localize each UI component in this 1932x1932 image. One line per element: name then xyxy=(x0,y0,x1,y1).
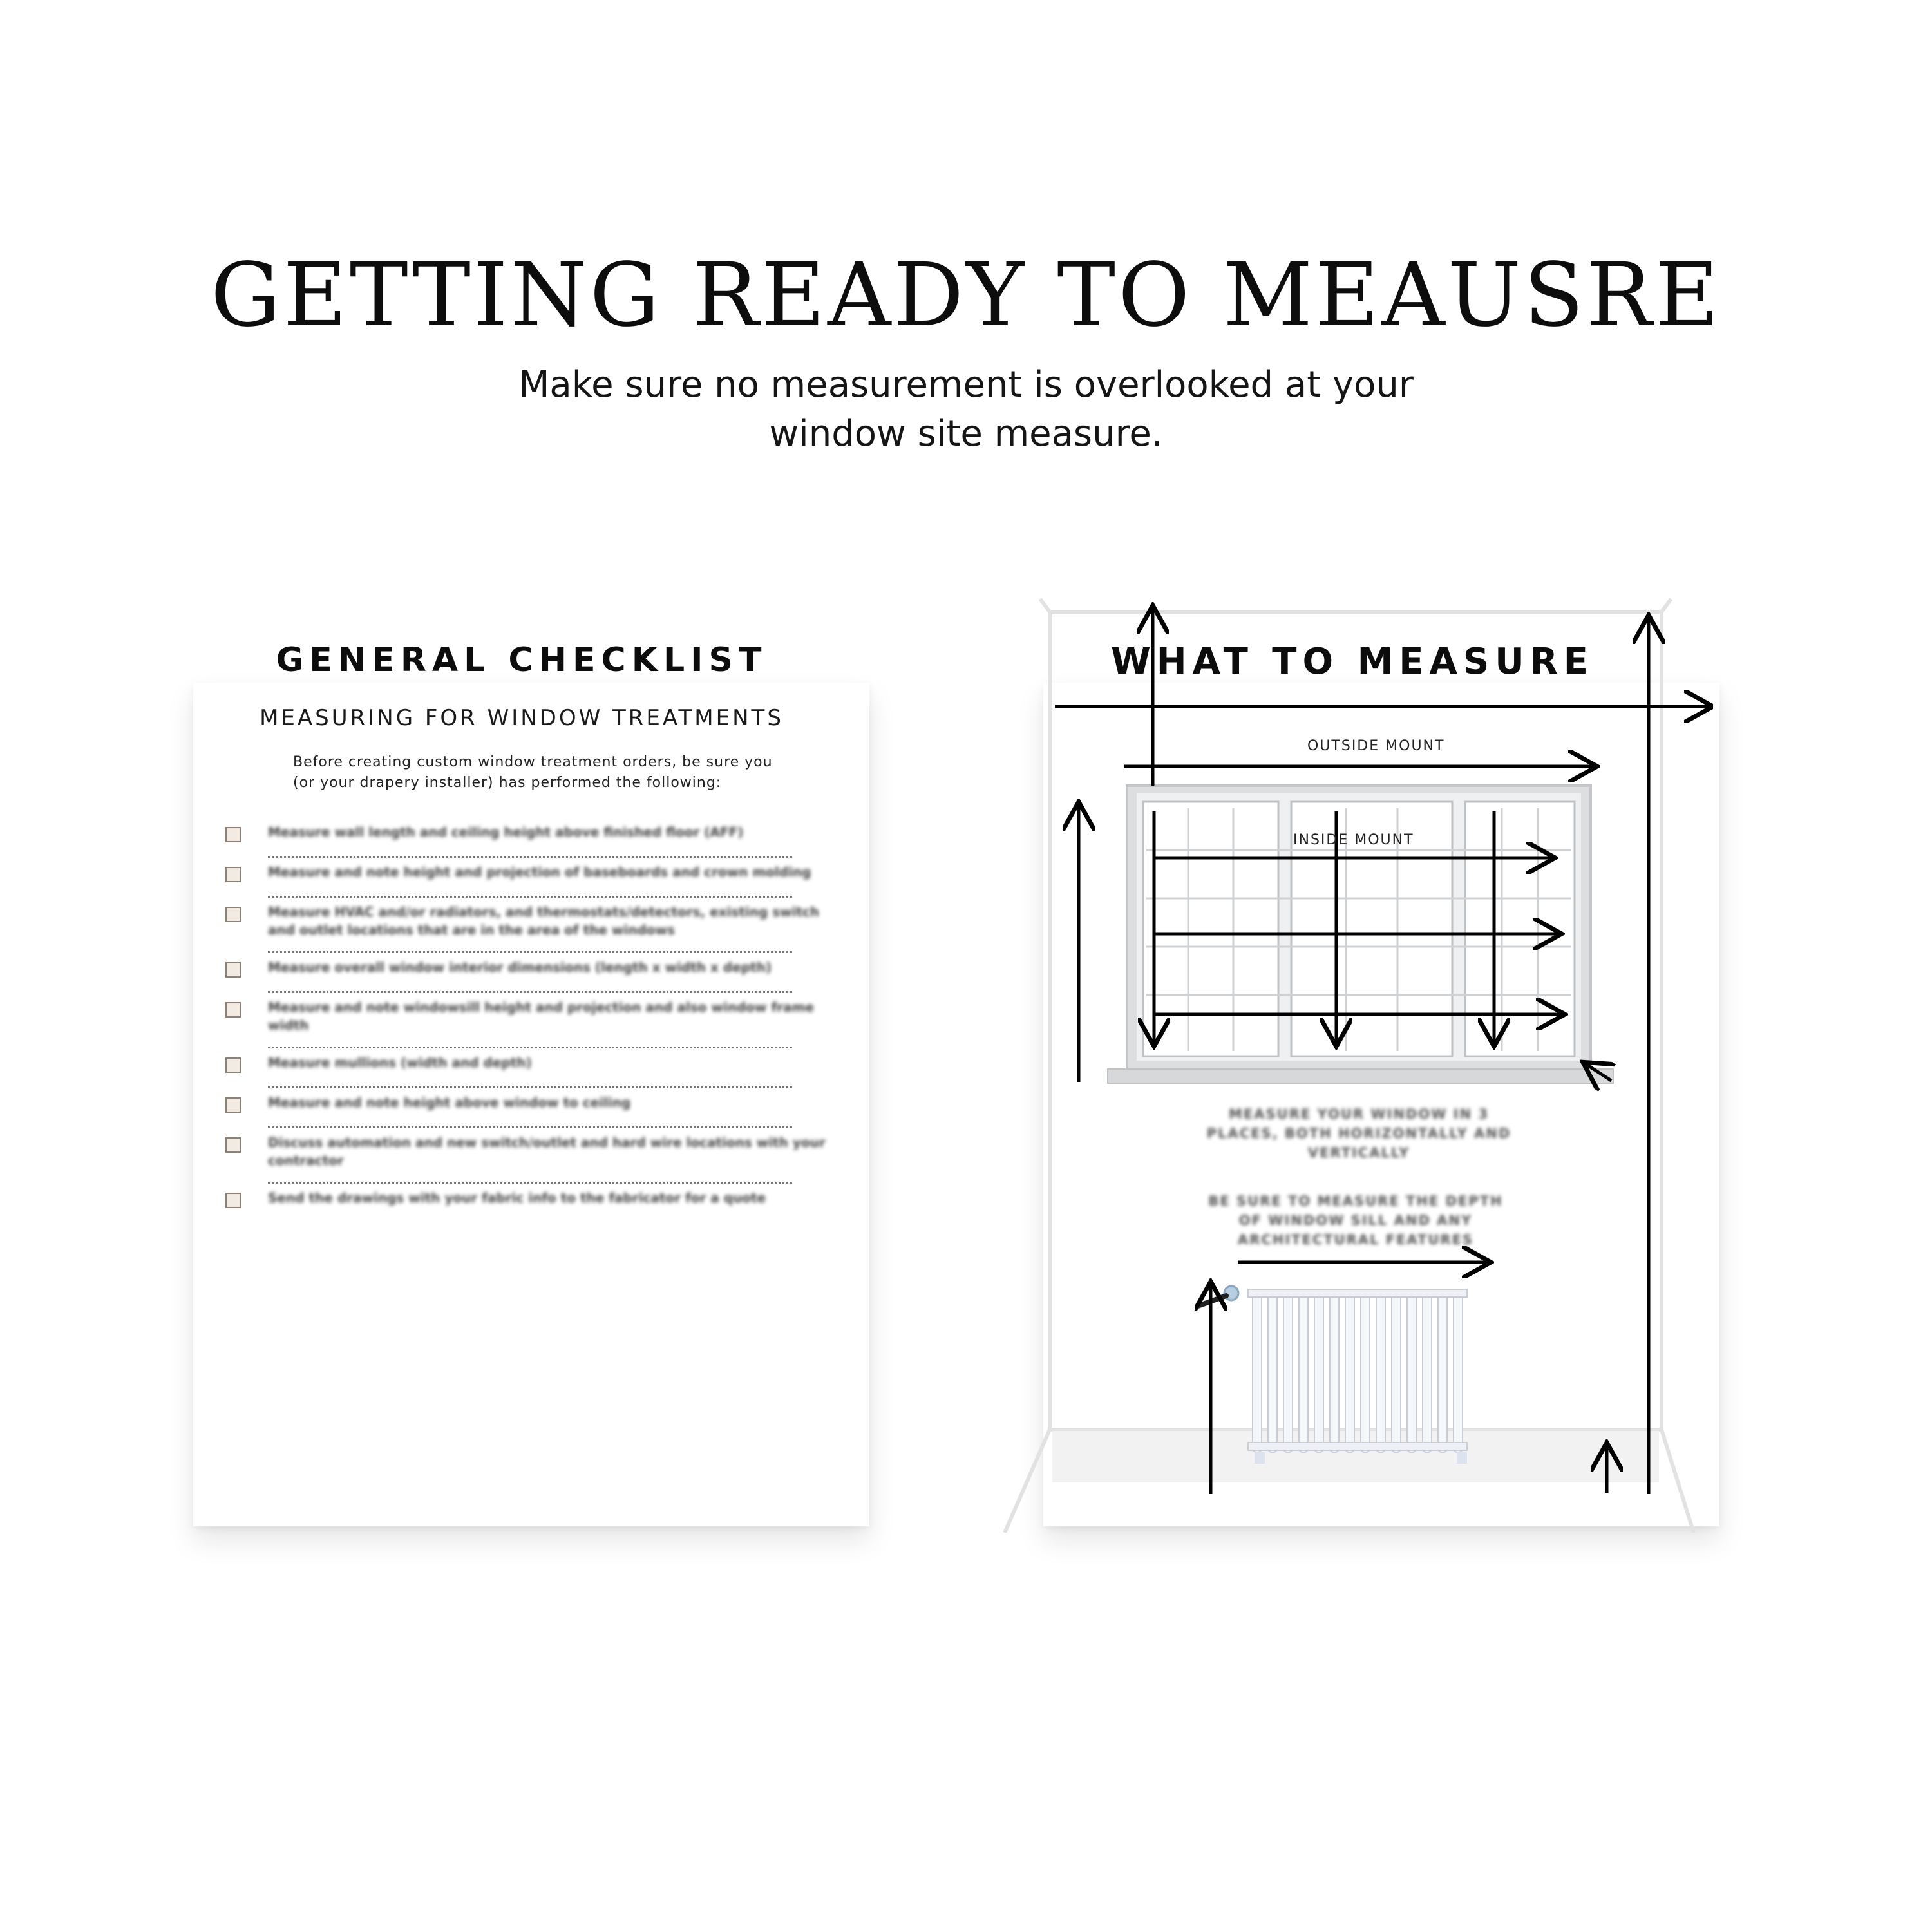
baseboard xyxy=(1052,1431,1659,1482)
page-subtitle: Make sure no measurement is overlooked at your window site measure. xyxy=(518,364,1414,455)
checkbox[interactable] xyxy=(225,1057,241,1073)
list-item xyxy=(225,1088,837,1128)
checkbox[interactable] xyxy=(225,1002,241,1018)
measure-note-1: MEASURE YOUR WINDOW IN 3 PLACES, BOTH HORIZONTALLY AND VERTICALLY xyxy=(1206,1106,1511,1160)
checklist-item-text: Send the drawings with your fabric info to the fabricator for a quote xyxy=(268,1190,766,1206)
checkbox[interactable] xyxy=(225,907,241,922)
checkbox[interactable] xyxy=(225,827,241,842)
list-item xyxy=(225,1184,837,1224)
checklist-item-text: Discuss automation and new switch/outlet and hard wire locations with your contractor xyxy=(268,1135,826,1168)
list-item xyxy=(225,1128,837,1184)
list-item xyxy=(225,953,837,993)
checkbox[interactable] xyxy=(225,1193,241,1208)
measure-heading: WHAT TO MEASURE xyxy=(1110,641,1595,683)
list-item xyxy=(225,898,837,953)
checklist-item-text: Measure wall length and ceiling height above finished floor (AFF) xyxy=(268,824,744,840)
page-title: GETTING READY TO MEAUSRE xyxy=(210,245,1722,347)
checklist-intro: Before creating custom window treatment orders, be sure you (or your drapery installer) has performed the following: xyxy=(293,754,773,791)
checklist-item-text: Measure mullions (width and depth) xyxy=(268,1055,532,1070)
checklist-heading: GENERAL CHECKLIST xyxy=(276,641,768,679)
checklist-item-text: Measure and note windowsill height and projection and also window frame width xyxy=(268,999,814,1033)
outside-mount-label: OUTSIDE MOUNT xyxy=(1307,738,1445,754)
room-diagram xyxy=(998,592,1713,1533)
list-item xyxy=(225,993,837,1048)
inside-mount-label: INSIDE MOUNT xyxy=(1293,832,1414,848)
checkbox[interactable] xyxy=(225,962,241,978)
checkbox[interactable] xyxy=(225,1097,241,1113)
list-item xyxy=(225,858,837,898)
checkbox[interactable] xyxy=(225,867,241,882)
checklist-subheading: MEASURING FOR WINDOW TREATMENTS xyxy=(260,705,784,731)
checklist xyxy=(225,818,837,1224)
list-item xyxy=(225,818,837,858)
list-item xyxy=(225,1048,837,1088)
checkbox[interactable] xyxy=(225,1137,241,1153)
checklist-item-text: Measure and note height above window to ceiling xyxy=(268,1095,631,1110)
checklist-item-text: Measure overall window interior dimensions (length x width x depth) xyxy=(268,960,772,975)
checklist-item-text: Measure HVAC and/or radiators, and thermostats/detectors, existing switch and outlet locations that are in the area of the windows xyxy=(268,904,820,938)
measure-note-2: BE SURE TO MEASURE THE DEPTH OF WINDOW SILL AND ANY ARCHITECTURAL FEATURES xyxy=(1208,1193,1503,1247)
checklist-item-text: Measure and note height and projection of baseboards and crown molding xyxy=(268,864,811,880)
